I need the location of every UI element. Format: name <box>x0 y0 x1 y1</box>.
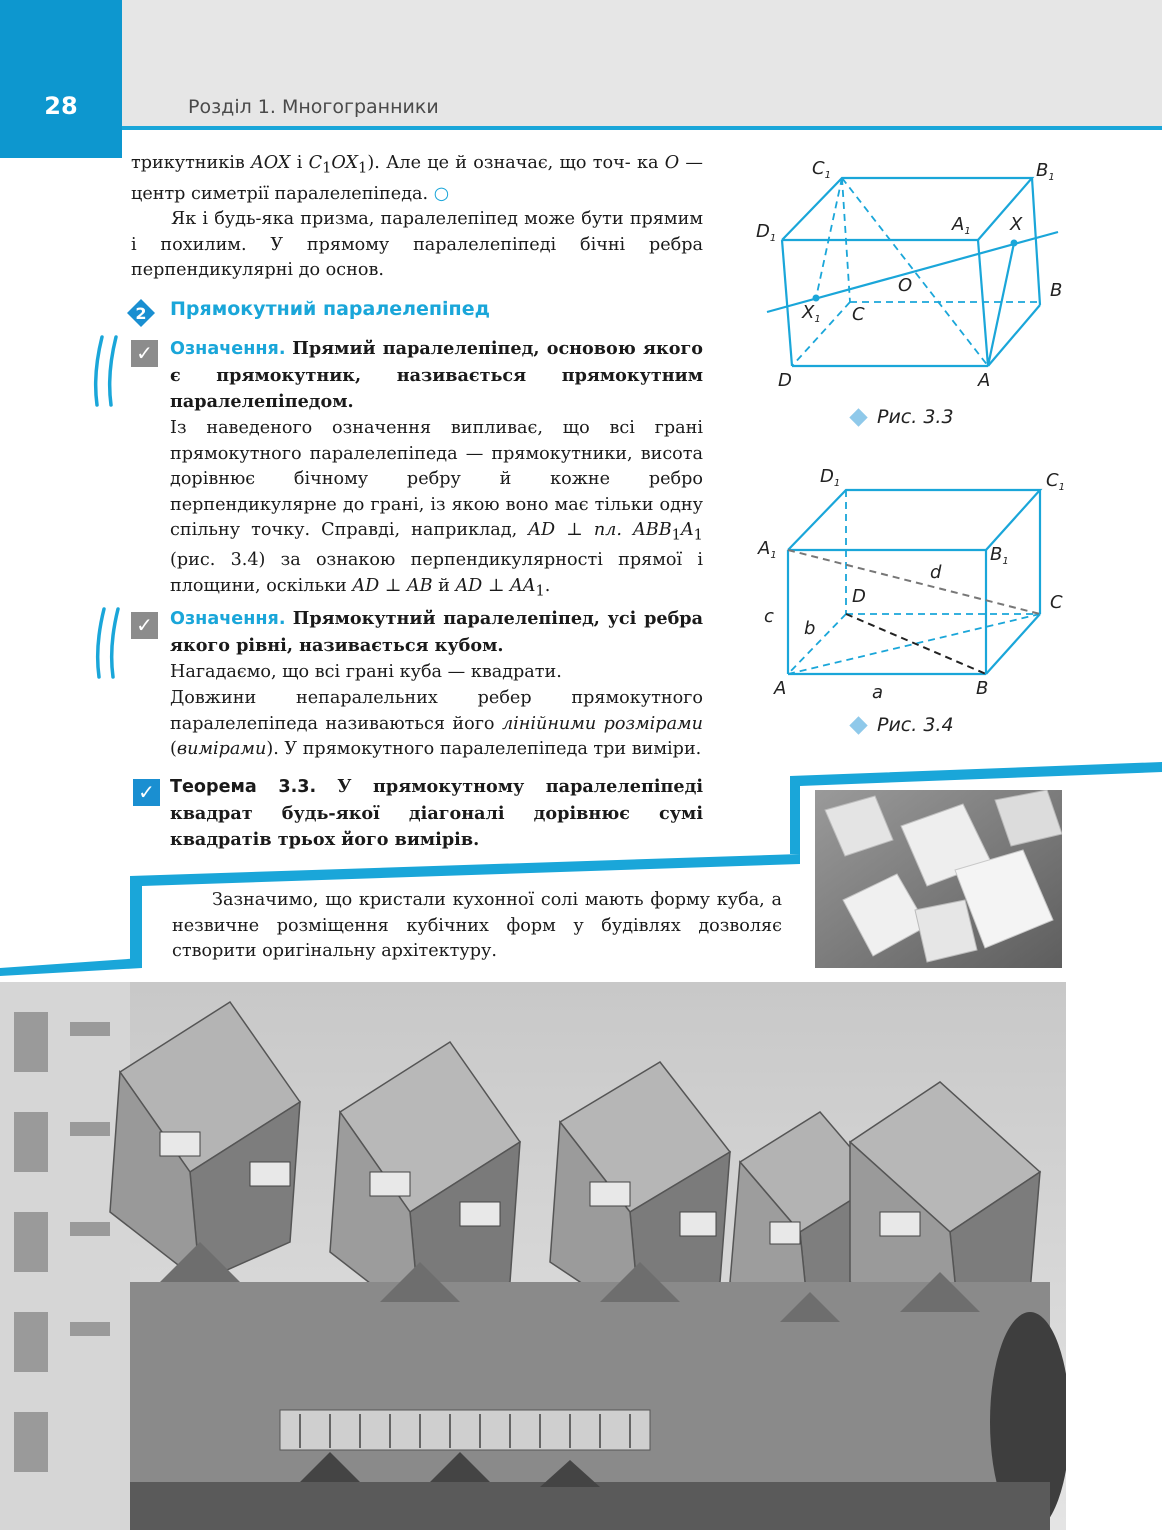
label-b: B <box>1050 280 1063 301</box>
running-head: Розділ 1. Многогранники <box>188 96 439 118</box>
svg-text:C1 <box>812 158 831 181</box>
definition-1 <box>170 336 703 416</box>
label-a1: A <box>758 538 771 559</box>
label-sub: 1 <box>814 314 821 325</box>
definition-check-icon: ✓ <box>131 340 158 367</box>
paragraph-2: Як і будь-яка призма, паралелепіпед може бути прямим і похилим. У прямому паралелепіпеді бічні ребра перпендикулярні до основ. <box>131 209 703 280</box>
math-sub: 1 <box>322 159 332 177</box>
label-c-edge: c <box>764 606 774 627</box>
text-run: ). Але це й означає, що точ- <box>367 153 631 173</box>
math-c: C <box>308 153 323 173</box>
text-run: і <box>290 153 309 173</box>
text-run: . <box>544 575 551 596</box>
label-sub: 1 <box>824 170 831 181</box>
label-sub: 1 <box>833 478 841 489</box>
math-sub: 1 <box>535 582 545 600</box>
label-a-edge: a <box>872 682 884 702</box>
definition-text: Прямий паралелепіпед, основою якого є прямокутник, називається прямокутним паралелепіпедом. <box>170 338 703 412</box>
label-c: C <box>1050 592 1063 613</box>
section-number: 2 <box>135 304 147 323</box>
text-run: трикутників <box>131 153 252 173</box>
margin-mark-icon <box>92 605 122 681</box>
label-a1: A <box>952 214 965 235</box>
label-b: B <box>976 678 989 699</box>
label-x: X <box>1010 214 1023 235</box>
svg-text:X1 <box>801 302 821 325</box>
point-x1 <box>813 295 820 302</box>
theorem-text: У прямокутному паралелепіпеді квадрат будь-якої діагоналі дорівнює сумі квадратів трьох його вимірів. <box>170 776 704 850</box>
salt-crystal-photo <box>815 790 1062 968</box>
svg-text:A1 <box>951 214 971 237</box>
label-c: C <box>852 304 865 325</box>
margin-mark-icon <box>90 333 120 409</box>
caption-text: Рис. 3.4 <box>877 714 954 736</box>
text-run: Із наведеного означення випливає, що всі грані прямокутного паралелепіпеда — прямокутники, висота дорівнює бічному ребру й кожне ребро перпендикулярне до грані, із якою воно має тільки одну спільну точку. Справді, наприклад, <box>170 418 703 540</box>
label-d1: D <box>820 466 834 487</box>
label-o: O <box>898 275 913 296</box>
theorem-check-icon: ✓ <box>133 779 160 806</box>
math-sub: 1 <box>358 159 368 177</box>
figure-3-4 <box>740 462 1070 702</box>
label-sub: 1 <box>1002 556 1009 567</box>
italic-term: лінійними розмірами <box>501 713 703 734</box>
math-ox: OX <box>331 153 359 173</box>
italic-term: вимірами <box>176 739 267 759</box>
math-formula: AD ⊥ пл. ABB <box>528 520 672 540</box>
label-c1: C <box>812 158 825 179</box>
math-formula: AD ⊥ AA <box>455 575 536 596</box>
label-sub: 1 <box>769 233 777 244</box>
label-b1: B <box>990 544 1003 565</box>
page-number: 28 <box>44 92 78 120</box>
header-bar <box>0 0 1162 128</box>
caption-text: Рис. 3.3 <box>877 406 954 428</box>
caption-diamond-icon <box>849 716 867 734</box>
paragraph-3 <box>170 416 703 604</box>
math-formula: A <box>680 520 694 540</box>
math-aox: AOX <box>251 153 291 173</box>
label-b-edge: b <box>804 618 816 639</box>
math-formula: AD ⊥ AB <box>352 575 433 596</box>
paragraph-5 <box>170 686 703 763</box>
note-paragraph: Зазначимо, що кристали кухонної солі мають форму куба, а незвичне розміщення кубічних форм у будівлях дозволяє створити оригінальну архітектуру. <box>172 890 782 961</box>
header-rule <box>120 126 1162 130</box>
label-sub: 1 <box>1058 482 1065 493</box>
svg-text:A1 <box>757 538 777 561</box>
figure-3-3-caption <box>852 406 954 428</box>
label-d: D <box>778 370 792 391</box>
page-number-tab <box>0 0 122 158</box>
svg-text:D1 <box>820 466 840 489</box>
cube-houses-photo <box>0 982 1066 1530</box>
proof-end-icon: ○ <box>433 183 450 205</box>
definition-label: Означення. <box>170 609 286 629</box>
label-a: A <box>774 678 787 699</box>
definition-check-icon: ✓ <box>131 612 158 639</box>
figure-3-3 <box>740 150 1070 410</box>
label-d: D <box>852 586 866 607</box>
text-run: ). У прямокутного паралелепіпеда три виміри. <box>266 739 702 759</box>
svg-text:B1 <box>1036 160 1055 183</box>
text-run: й <box>432 575 456 596</box>
label-sub: 1 <box>1048 172 1055 183</box>
math-sub: 1 <box>693 526 703 544</box>
text-run: (рис. 3.4) за ознакою перпендикулярності прямої і площини, оскільки <box>170 550 703 596</box>
definition-label: Означення. <box>170 339 286 359</box>
svg-text:D1 <box>756 221 776 244</box>
label-x1: X <box>802 302 815 323</box>
section-diamond-icon <box>127 299 155 327</box>
paragraph-4: Нагадаємо, що всі грані куба — квадрати. <box>170 662 562 682</box>
text-run: — центр симетрії паралелепіпеда. <box>131 153 704 205</box>
label-c1: C <box>1046 470 1059 491</box>
text-run: ка <box>636 153 665 173</box>
label-b1: B <box>1036 160 1049 181</box>
label-a: A <box>978 370 991 391</box>
label-d1: D <box>756 221 770 242</box>
caption-diamond-icon <box>849 408 867 426</box>
math-o: O <box>664 153 680 173</box>
label-sub: 1 <box>770 550 777 561</box>
svg-text:C1 <box>1046 470 1065 493</box>
section-title: Прямокутний паралелепіпед <box>170 298 490 320</box>
figure-3-4-caption <box>852 714 954 736</box>
theorem-label: Теорема 3.3. <box>170 777 317 797</box>
math-sub: 1 <box>671 526 681 544</box>
text-run: Довжини непаралельних ребер прямокутного паралелепіпеда називаються його <box>170 688 703 734</box>
definition-text: Прямокутний паралелепіпед, усі ребра якого рівні, називається кубом. <box>170 608 704 656</box>
definition-2 <box>170 606 703 659</box>
text-run: ( <box>170 739 177 759</box>
label-d-diagonal: d <box>930 562 942 583</box>
point-x <box>1011 240 1018 247</box>
label-sub: 1 <box>964 226 971 237</box>
svg-text:B1 <box>990 544 1009 567</box>
paragraph-1 <box>131 151 703 208</box>
